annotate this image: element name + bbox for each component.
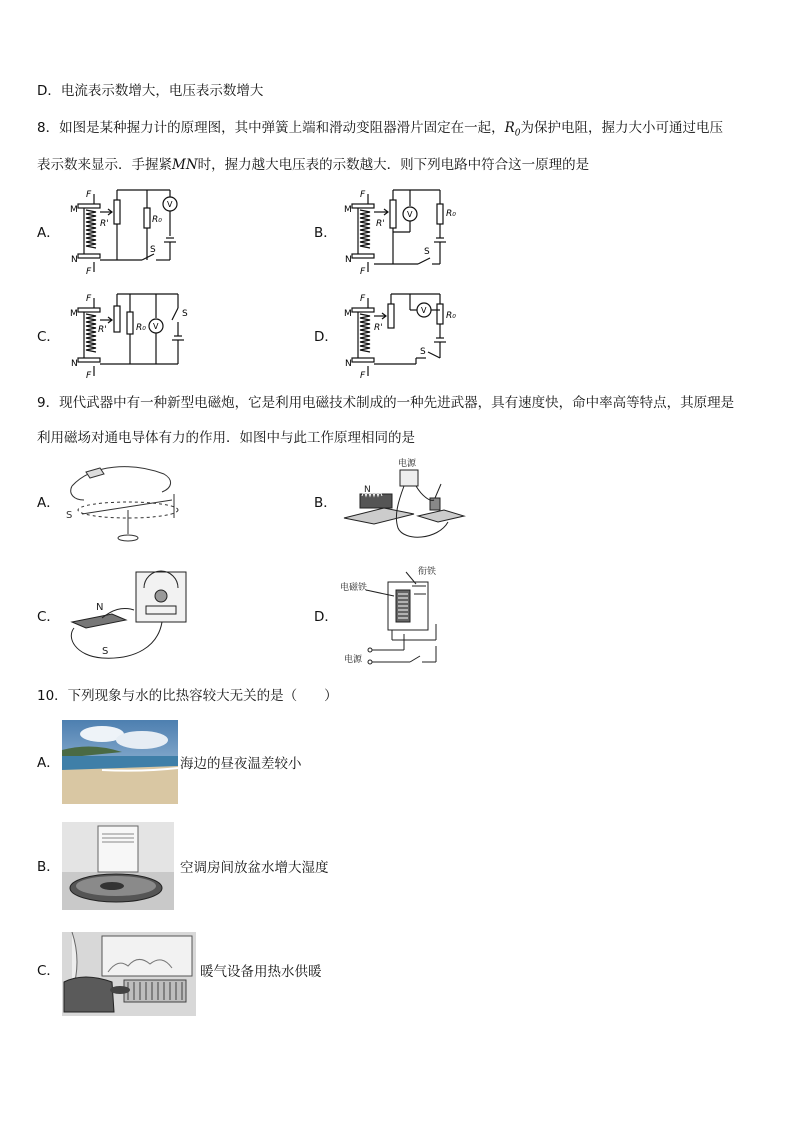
q8-option-d[interactable]: D． (314, 329, 338, 345)
q8-circuit-a (70, 186, 200, 276)
svg-text:N: N (364, 485, 371, 495)
svg-text:电磁铁: 电磁铁 (340, 583, 368, 593)
svg-text:F: F (360, 294, 366, 304)
q8-text-line1 (37, 118, 723, 144)
svg-text:R': R' (100, 219, 109, 229)
svg-text:电源: 电源 (398, 459, 417, 469)
q10-option-c[interactable]: C． (37, 963, 60, 979)
svg-text:R₀: R₀ (446, 311, 456, 321)
svg-text:N: N (345, 255, 352, 265)
svg-text:R': R' (374, 323, 383, 333)
svg-text:R': R' (376, 219, 385, 229)
q8-option-a[interactable]: A． (37, 225, 60, 241)
q8-r0: $R_0$ (504, 120, 521, 139)
q8-text-a: 如图是某种握力计的原理图，其中弹簧上端和滑动变阻器滑片固定在一起， (59, 120, 505, 136)
q8-number: 8． (37, 120, 60, 136)
svg-text:F: F (360, 267, 366, 276)
svg-text:V: V (153, 322, 159, 331)
label-m: M (70, 205, 78, 215)
svg-text:S: S (182, 309, 188, 319)
svg-text:F: F (86, 294, 92, 304)
q9-figure-a (62, 456, 182, 548)
q8-circuit-b (344, 186, 474, 276)
svg-text:S: S (102, 646, 109, 657)
svg-text:N: N (345, 359, 352, 369)
q8-option-b[interactable]: B． (314, 225, 337, 241)
svg-text:M: M (344, 309, 352, 319)
svg-text:S: S (66, 510, 73, 521)
svg-text:V: V (421, 306, 427, 315)
q9-figure-c (62, 566, 192, 666)
svg-text:S: S (420, 347, 426, 357)
svg-text:V: V (407, 210, 413, 219)
svg-text:R₀: R₀ (446, 209, 456, 219)
q8-text-line2: 表示数来显示．手握紧MN时，握力越大电压表的示数越大．则下列电路中符合这一原理的是 (37, 157, 590, 173)
q10-option-c-text[interactable]: 暖气设备用热水供暖 (200, 964, 322, 980)
svg-text:衔铁: 衔铁 (418, 567, 437, 577)
svg-text:M: M (70, 309, 78, 319)
q9-option-c[interactable]: C． (37, 609, 60, 625)
q8-circuit-c (70, 290, 200, 380)
svg-text:N: N (71, 359, 78, 369)
svg-text:电源: 电源 (344, 655, 363, 665)
svg-text:R': R' (98, 325, 107, 335)
q8-mn: MN (172, 157, 198, 173)
svg-text:N: N (96, 602, 104, 613)
q8-text-b: 为保护电阻，握力大小可通过电压 (520, 120, 723, 136)
q9-figure-b (338, 456, 468, 546)
svg-text:V: V (167, 200, 173, 209)
q10-ac-basin-photo (62, 822, 174, 910)
q7-option-d: D．电流表示数增大，电压表示数增大 (37, 83, 264, 99)
q9-option-a[interactable]: A． (37, 495, 60, 511)
q10-text-line1: 10．下列现象与水的比热容较大无关的是（ ） (37, 688, 338, 704)
q10-heating-photo (62, 932, 196, 1016)
svg-text:F: F (86, 267, 92, 276)
svg-text:F: F (86, 371, 92, 380)
q9-text-line1: 9．现代武器中有一种新型电磁炮，它是利用电磁技术制成的一种先进武器，具有速度快，命中率高等特点，其原理是 (37, 395, 735, 411)
q9-option-d[interactable]: D． (314, 609, 338, 625)
q9-figure-d (340, 564, 450, 668)
svg-text:S: S (424, 247, 430, 257)
q9-option-b[interactable]: B． (314, 495, 337, 511)
q8-circuit-d (344, 290, 474, 380)
svg-text:F: F (86, 190, 92, 200)
q10-option-a[interactable]: A． (37, 755, 60, 771)
q10-option-a-text[interactable]: 海边的昼夜温差较小 (180, 756, 302, 772)
svg-text:S: S (150, 245, 156, 255)
q10-option-b[interactable]: B． (37, 859, 60, 875)
q8-option-c[interactable]: C． (37, 329, 60, 345)
svg-text:R₀: R₀ (136, 323, 146, 333)
svg-text:R₀: R₀ (152, 215, 162, 225)
svg-text:F: F (360, 190, 366, 200)
q10-option-b-text[interactable]: 空调房间放盆水增大湿度 (180, 860, 329, 876)
label-n: N (71, 255, 78, 265)
q10-beach-photo (62, 720, 178, 804)
svg-text:M: M (344, 205, 352, 215)
q9-text-line2: 利用磁场对通电导体有力的作用．如图中与此工作原理相同的是 (37, 430, 415, 446)
svg-text:F: F (360, 371, 366, 380)
